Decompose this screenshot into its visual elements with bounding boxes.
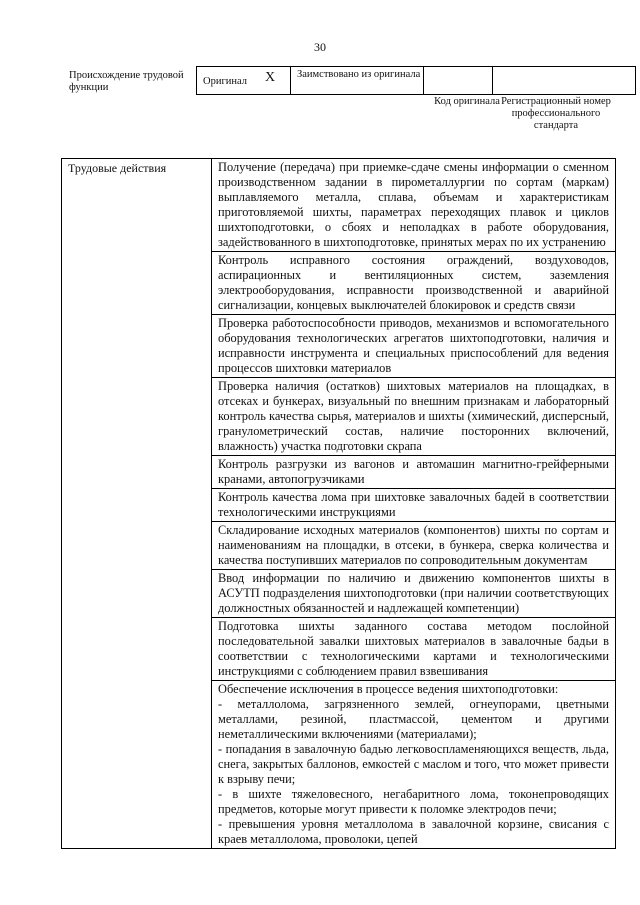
origin-label: Происхождение трудовой функции xyxy=(69,70,184,93)
exclusion-item: - в шихте тяжеловесного, негабаритного лома, токонепроводящих предметов, которые могут привести к поломке электродов печи; xyxy=(218,787,609,816)
actions-cell xyxy=(212,159,616,849)
reg-number-cell xyxy=(493,67,636,95)
exclusions-intro: Обеспечение исключения в процессе ведения шихтоподготовки: xyxy=(218,682,559,696)
action-item: Подготовка шихты заданного состава методом послойной последовательной завалки шихтовых материалов в завалочные бадьи в соответствии с технологическими картами и технологическими инструкциями с соблюдением правил взвешивания xyxy=(212,618,615,681)
action-item: Контроль исправного состояния ограждений, воздуховодов, аспирационных и вентиляционных систем, заземления электрооборудования, исправности производственной и аварийной сигнализации, концевых выключателей блокировок и средств связи xyxy=(212,252,615,315)
action-item: Контроль качества лома при шихтовке завалочных бадей в соответствии технологическими инструкциями xyxy=(212,489,615,522)
action-item: Контроль разгрузки из вагонов и автомашин магнитно-грейферными кранами, автопогрузчиками xyxy=(212,456,615,489)
action-item: Проверка работоспособности приводов, механизмов и вспомогательного оборудования технологических агрегатов шихтоподготовки, наличия и исправности инструмента и специальных приспособлений для ведения процессов шихтовки материалов xyxy=(212,315,615,378)
action-item-exclusions xyxy=(212,681,615,848)
action-item: Проверка наличия (остатков) шихтовых материалов на площадках, в отсеках и бункерах, визуальный по внешним признакам и лабораторный контроль качества сырья, материалов и шихты (химический, дисперсный, гранулометрический состав, наличие посторонних включений, влажность) участка подготовки скрапа xyxy=(212,378,615,456)
original-mark: X xyxy=(265,70,276,85)
page-number: 30 xyxy=(314,40,326,54)
action-item: Складирование исходных материалов (компонентов) шихты по сортам и наименованиям на площадки, в отсеки, в бункера, сверка количества и качества поступивших материалов по сопроводительным документам xyxy=(212,522,615,570)
labor-actions-table xyxy=(61,158,616,849)
borrowed-label: Заимствовано из оригинала xyxy=(291,67,424,95)
section-label: Трудовые действия xyxy=(62,159,212,849)
action-item: Ввод информации по наличию и движению компонентов шихты в АСУТП подразделения шихтоподготовки (при наличии соответствующих должностных обязанностей и надлежащей компетенции) xyxy=(212,570,615,618)
code-cell xyxy=(424,67,493,95)
reg-number-label: Регистрационный номер профессионального стандарта xyxy=(501,96,611,131)
original-label: Оригинал xyxy=(203,76,247,87)
exclusion-item: - попадания в завалочную бадью легковоспламеняющихся веществ, льда, снега, закрытых баллонов, емкостей с маслом и того, что может привести к взрыву печи; xyxy=(218,742,609,786)
code-label: Код оригинала xyxy=(434,96,500,107)
origin-table xyxy=(196,66,636,95)
action-item: Получение (передача) при приемке-сдаче смены информации о сменном производственном задании в пирометаллургии по сортам (маркам) выплавляемого металла, сплава, объемам и характеристикам приготовляемой шихты, параметрах переходящих плавок и циклов шихтоподготовки, о сбоях и неполадках в работе оборудования, задействованного в шихтоподготовке, принятых мерах по их устранению xyxy=(212,159,615,252)
exclusion-item: - металлолома, загрязненного землей, огнеупорами, цветными металлами, резиной, пластмассой, цементом и другими неметаллическими включениями (материалами); xyxy=(218,697,609,741)
original-cell xyxy=(197,67,291,95)
exclusion-item: - превышения уровня металлолома в завалочной корзине, свисания с краев металлолома, проволоки, цепей xyxy=(218,817,609,846)
